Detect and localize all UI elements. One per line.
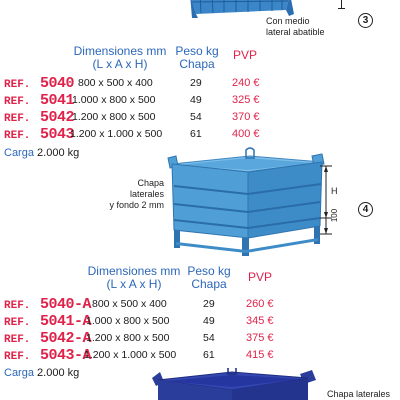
section4-weight-header: Peso kg Chapa (187, 264, 231, 291)
price-cell: 325 € (232, 94, 260, 106)
price-cell: 400 € (232, 128, 260, 140)
table-row (0, 312, 400, 330)
section3-price-header: PVP (232, 48, 257, 62)
section5-caption: Chapa laterales (327, 389, 391, 399)
price-cell: 375 € (246, 332, 274, 344)
ref-code: REF. 5043-A (4, 347, 92, 364)
price-cell: 260 € (246, 298, 274, 310)
table-row (0, 108, 400, 126)
dimensions-cell: 800 x 500 x 400 (92, 298, 167, 310)
dimensions-cell: 1.200 x 800 x 500 (72, 111, 156, 123)
price-cell: 370 € (232, 111, 260, 123)
section3-load: Carga 2.000 kg (4, 147, 80, 159)
price-cell: 345 € (246, 315, 274, 327)
section4-caption: Chapa laterales y fondo 2 mm (109, 178, 164, 210)
table-row (0, 74, 400, 92)
price-cell: 415 € (246, 349, 274, 361)
dimension-100-label: 100 (330, 208, 340, 223)
dimension-h-label: H (331, 186, 338, 196)
dimensions-cell: 1.200 x 1.000 x 500 (70, 128, 163, 140)
section3-number-badge: 3 (358, 13, 373, 28)
section4-number-badge: 4 (358, 202, 373, 217)
ref-code: REF. 5043 (4, 126, 75, 143)
dimensions-cell: 1.000 x 800 x 500 (72, 94, 156, 106)
weight-cell: 61 (190, 128, 202, 140)
section4-price-header: PVP (247, 270, 272, 284)
dimensions-cell: 800 x 500 x 400 (78, 77, 153, 89)
section3-caption: Con medio lateral abatible (266, 16, 325, 37)
ref-code: REF. 5042-A (4, 330, 92, 347)
dimension-marker-tick (338, 8, 345, 9)
dimensions-cell: 1.200 x 1.000 x 500 (84, 349, 177, 361)
weight-cell: 54 (203, 332, 215, 344)
ref-code: REF. 5040-A (4, 296, 92, 313)
dimension-marker (341, 0, 342, 8)
table-row (0, 346, 400, 364)
ref-code: REF. 5041-A (4, 313, 92, 330)
table-row (0, 125, 400, 143)
height-dimension-lines (316, 160, 346, 240)
weight-cell: 49 (190, 94, 202, 106)
dimensions-cell: 1.200 x 800 x 500 (86, 332, 170, 344)
table-row (0, 329, 400, 347)
table-row (0, 91, 400, 109)
weight-cell: 61 (203, 349, 215, 361)
weight-cell: 29 (190, 77, 202, 89)
section3-weight-header: Peso kg Chapa (175, 44, 219, 71)
navy-container-image (150, 368, 320, 400)
section3-dimensions-header: Dimensiones mm (L x A x H) (73, 44, 167, 71)
sheet-metal-container-image (162, 146, 334, 258)
ref-code: REF. 5040 (4, 75, 75, 92)
weight-cell: 29 (203, 298, 215, 310)
section4-dimensions-header: Dimensiones mm (L x A x H) (87, 264, 181, 291)
weight-cell: 49 (203, 315, 215, 327)
weight-cell: 54 (190, 111, 202, 123)
ref-code: REF. 5041 (4, 92, 75, 109)
dimensions-cell: 1.000 x 800 x 500 (86, 315, 170, 327)
price-cell: 240 € (232, 77, 260, 89)
ref-code: REF. 5042 (4, 109, 75, 126)
section4-load: Carga 2.000 kg (4, 367, 80, 379)
table-row (0, 295, 400, 313)
